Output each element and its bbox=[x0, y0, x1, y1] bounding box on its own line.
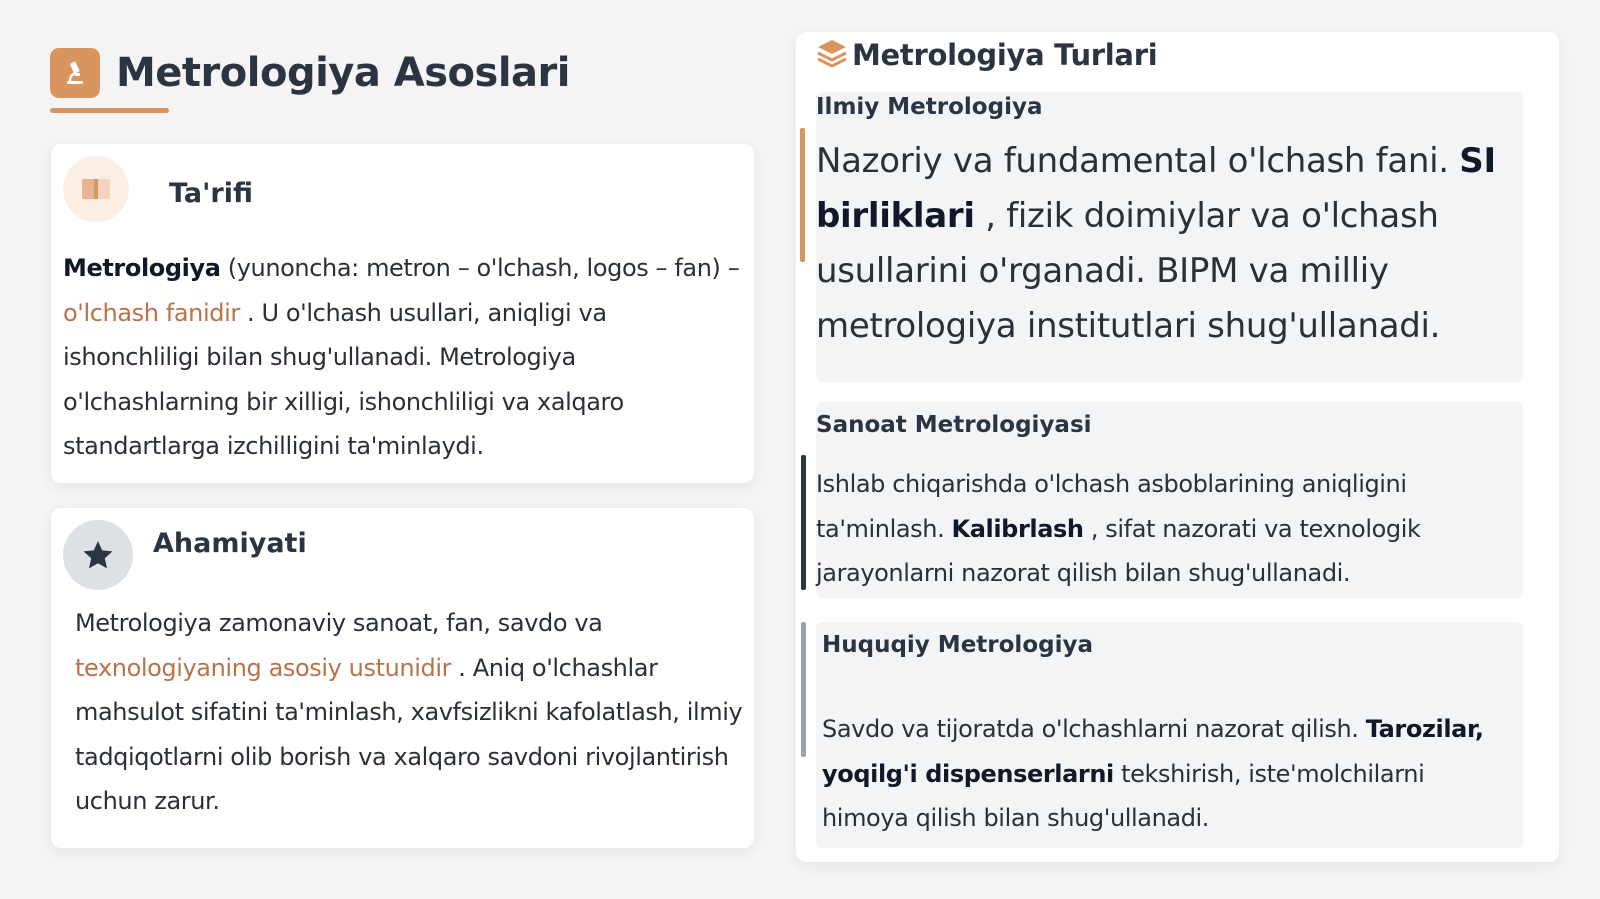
importance-lead: Metrologiya zamonaviy sanoat, fan, savdo va bbox=[75, 609, 603, 637]
type-text: , sifat nazorati va texnologik jarayonlarni nazorat qilish bilan shug'ullanadi. bbox=[816, 514, 1421, 587]
type-bold-text: SI birliklari bbox=[816, 141, 1496, 236]
type-title: Sanoat Metrologiyasi bbox=[816, 412, 1092, 438]
definition-card bbox=[51, 144, 754, 483]
title-underline bbox=[50, 108, 169, 113]
type-text: Nazoriy va fundamental o'lchash fani. bbox=[816, 141, 1460, 181]
definition-highlight: o'lchash fanidir bbox=[63, 298, 240, 327]
importance-highlight: texnologiyaning asosiy ustunidir bbox=[75, 653, 452, 682]
type-item-industrial bbox=[816, 402, 1523, 598]
microscope-icon bbox=[50, 48, 100, 98]
type-description bbox=[822, 707, 1512, 841]
definition-rest: . U o'lchash usullari, aniqligi va ishonchliligi bilan shug'ullanadi. Metrologiya o'lchashlarning bir xilligi, ishonchliligi va xalqaro standartlarga izchilligini ta'minlaydi. bbox=[63, 298, 624, 460]
definition-text bbox=[63, 246, 743, 469]
importance-text bbox=[75, 601, 745, 824]
page-header bbox=[50, 48, 570, 98]
accent-bar bbox=[801, 455, 806, 590]
types-card bbox=[796, 32, 1559, 862]
book-icon bbox=[63, 156, 129, 222]
star-icon bbox=[63, 520, 133, 590]
type-text: Ishlab chiqarishda o'lchash asboblarining aniqligini ta'minlash. bbox=[816, 470, 1407, 543]
type-description bbox=[816, 462, 1506, 596]
accent-bar bbox=[800, 128, 805, 262]
type-title: Ilmiy Metrologiya bbox=[816, 94, 1043, 120]
type-bold-text: Tarozilar, yoqilg'i dispenserlarni bbox=[822, 715, 1484, 788]
type-description bbox=[816, 134, 1506, 354]
type-text: Savdo va tijoratda o'lchashlarni nazorat qilish. bbox=[822, 715, 1366, 743]
definition-etymology: (yunoncha: metron – o'lchash, logos – fan) – bbox=[220, 254, 740, 282]
type-item-legal bbox=[816, 622, 1523, 848]
type-bold-text: Kalibrlash bbox=[951, 514, 1084, 543]
importance-rest: . Aniq o'lchashlar mahsulot sifatini ta'minlash, xavfsizlikni kafolatlash, ilmiy tadqiqotlarni olib borish va xalqaro savdoni rivojlantirish uchun zarur. bbox=[75, 653, 743, 815]
definition-term: Metrologiya bbox=[63, 254, 221, 282]
page-title: Metrologiya Asoslari bbox=[116, 50, 570, 96]
definition-heading: Ta'rifi bbox=[169, 178, 254, 209]
type-title: Huquqiy Metrologiya bbox=[822, 632, 1093, 658]
type-text: tekshirish, iste'molchilarni himoya qilish bilan shug'ullanadi. bbox=[822, 759, 1425, 832]
accent-bar bbox=[801, 622, 806, 757]
type-text: , fizik doimiylar va o'lchash usullarini o'rganadi. BIPM va milliy metrologiya institutlari shug'ullanadi. bbox=[816, 196, 1441, 346]
types-title: Metrologiya Turlari bbox=[852, 38, 1158, 72]
types-header bbox=[816, 38, 1157, 72]
layers-icon bbox=[816, 38, 848, 72]
importance-heading: Ahamiyati bbox=[153, 528, 307, 559]
importance-card bbox=[51, 508, 754, 848]
type-item-scientific bbox=[816, 92, 1523, 382]
